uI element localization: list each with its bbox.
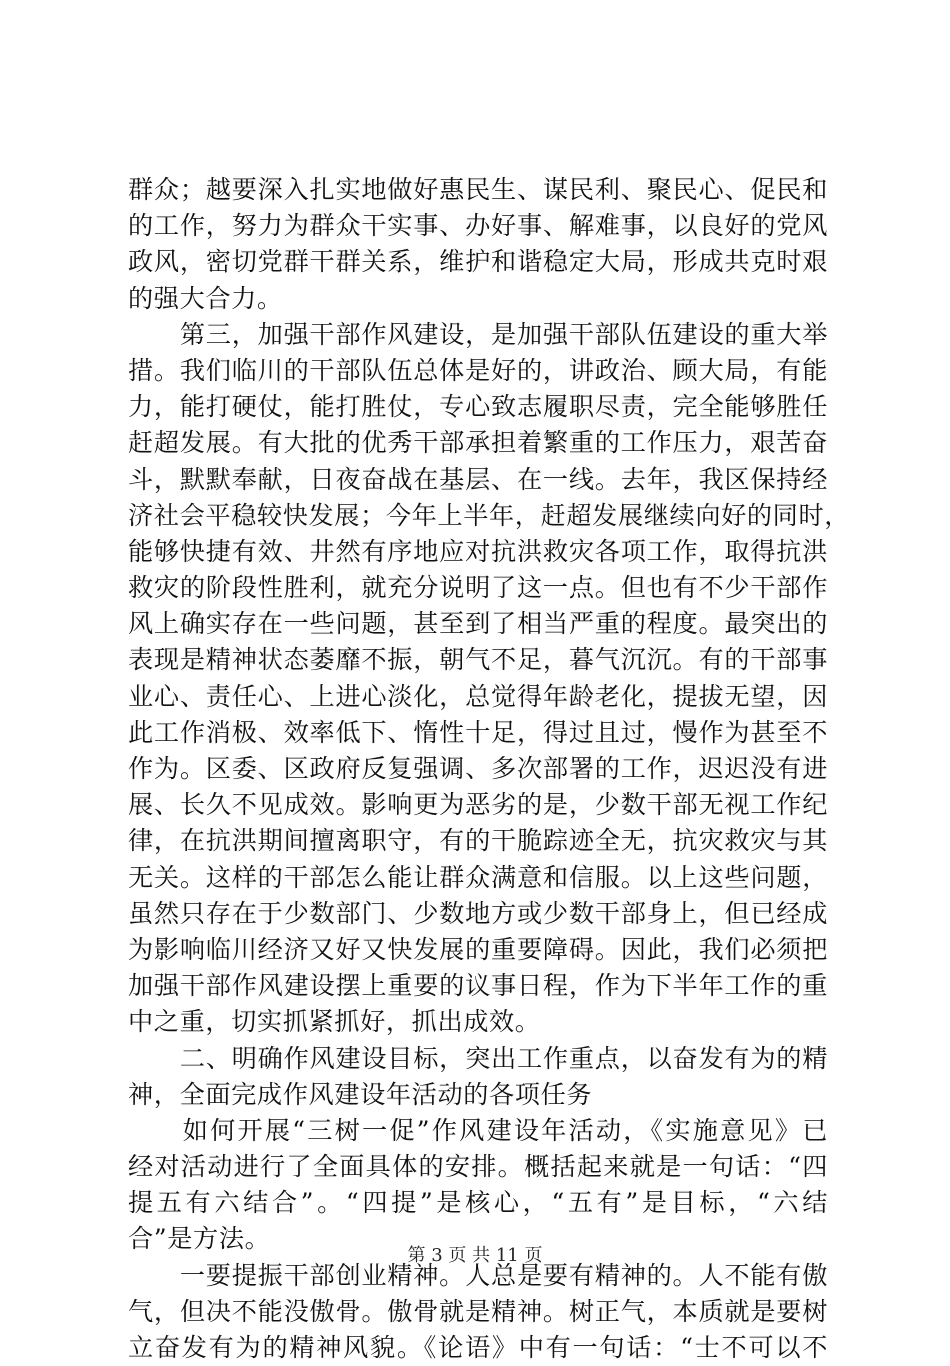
text-line: 作为。区委、区政府反复强调、多次部署的工作，迟迟没有进 bbox=[128, 754, 828, 783]
text-line: 业心、责任心、上进心淡化，总觉得年龄老化，提拔无望，因 bbox=[128, 681, 828, 711]
body-text bbox=[128, 172, 851, 1366]
text-line: 立奋发有为的精神风貌。《论语》中有一句话：“士不可以不 bbox=[128, 1333, 828, 1362]
text-line: 中之重，切实抓紧抓好，抓出成效。 bbox=[128, 1007, 541, 1037]
text-line: 如何开展“三树一促”作风建设年活动，《实施意见》已 bbox=[128, 1115, 828, 1145]
text-line: 神，全面完成作风建设年活动的各项任务 bbox=[128, 1079, 593, 1109]
text-line: 提五有六结合”。“四提”是核心，“五有”是目标，“六结 bbox=[128, 1188, 828, 1218]
text-line: 展、长久不见成效。影响更为恶劣的是，少数干部无视工作纪 bbox=[128, 790, 828, 820]
text-line: 能够快捷有效、井然有序地应对抗洪救灾各项工作，取得抗洪 bbox=[128, 536, 828, 566]
text-line: 律，在抗洪期间擅离职守，有的干脆踪迹全无，抗灾救灾与其 bbox=[128, 826, 828, 856]
text-line: 的工作，努力为群众干实事、办好事、解难事，以良好的党风 bbox=[128, 211, 828, 241]
text-line: 第三，加强干部作风建设，是加强干部队伍建设的重大举 bbox=[128, 319, 828, 349]
text-line: 措。我们临川的干部队伍总体是好的，讲政治、顾大局，有能 bbox=[128, 355, 828, 385]
text-line: 救灾的阶段性胜利，就充分说明了这一点。但也有不少干部作 bbox=[128, 573, 828, 603]
text-line: 风上确实存在一些问题，甚至到了相当严重的程度。最突出的 bbox=[128, 609, 828, 639]
text-line: 政风，密切党群干群关系，维护和谐稳定大局，形成共克时艰 bbox=[128, 247, 828, 277]
text-line: 无关。这样的干部怎么能让群众满意和信服。以上这些问题， bbox=[128, 862, 828, 892]
page-number-footer: 第 3 页 共 11 页 bbox=[407, 1245, 543, 1266]
text-line: 一要提振干部创业精神。人总是要有精神的。人不能有傲 bbox=[128, 1260, 828, 1290]
text-line: 力，能打硬仗，能打胜仗，专心致志履职尽责，完全能够胜任 bbox=[128, 392, 828, 422]
text-line: 群众；越要深入扎实地做好惠民生、谋民利、聚民心、促民和 bbox=[128, 175, 828, 204]
text-line: 虽然只存在于少数部门、少数地方或少数干部身上，但已经成 bbox=[128, 898, 828, 928]
text-line: 合”是方法。 bbox=[128, 1224, 271, 1254]
text-line: 经对活动进行了全面具体的安排。概括起来就是一句话：“四 bbox=[128, 1152, 828, 1182]
text-line: 赶超发展。有大批的优秀干部承担着繁重的工作压力，艰苦奋 bbox=[128, 428, 828, 458]
text-line: 的强大合力。 bbox=[128, 283, 283, 313]
text-line: 气，但决不能没傲骨。傲骨就是精神。树正气，本质就是要树 bbox=[128, 1296, 828, 1326]
text-line: 二、明确作风建设目标，突出工作重点，以奋发有为的精 bbox=[128, 1043, 828, 1073]
text-line: 加强干部作风建设摆上重要的议事日程，作为下半年工作的重 bbox=[128, 971, 828, 1001]
text-line: 济社会平稳较快发展；今年上半年，赶超发展继续向好的同时， bbox=[128, 500, 851, 530]
text-line: 为影响临川经济又好又快发展的重要障碍。因此，我们必须把 bbox=[128, 934, 828, 964]
text-line: 表现是精神状态萎靡不振，朝气不足，暮气沉沉。有的干部事 bbox=[128, 645, 828, 675]
text-line: 此工作消极、效率低下、惰性十足，得过且过，慢作为甚至不 bbox=[128, 717, 828, 747]
text-line: 斗，默默奉献，日夜奋战在基层、在一线。去年，我区保持经 bbox=[128, 464, 828, 494]
